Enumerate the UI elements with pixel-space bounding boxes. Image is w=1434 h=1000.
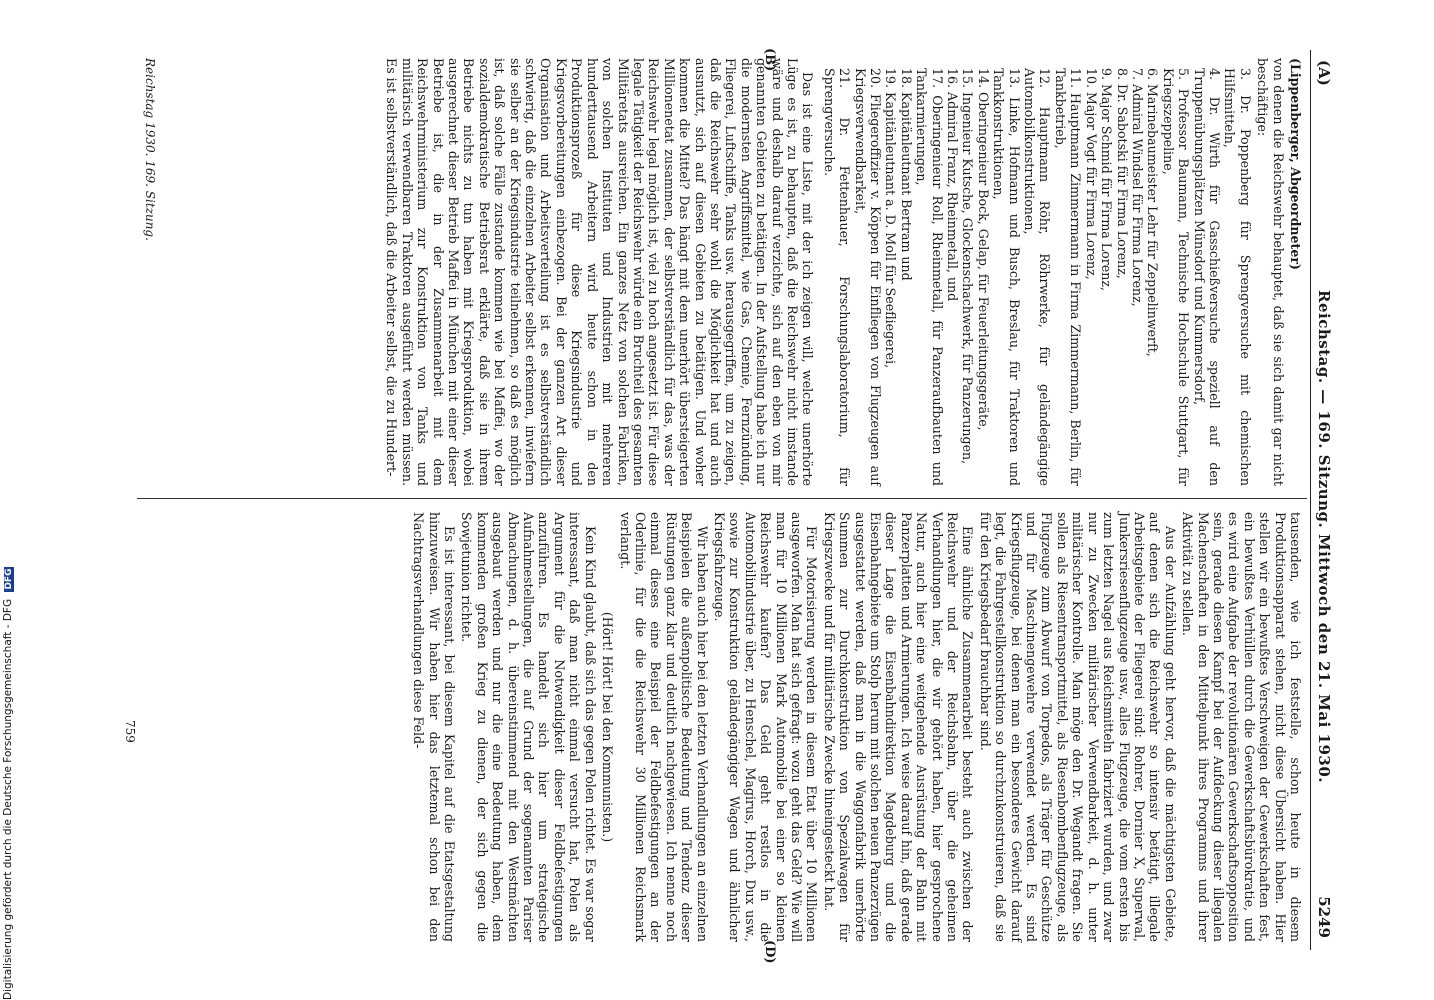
- page-header: [1310, 50, 1337, 950]
- name-list-item: 13. Linke, Hofmann und Busch, Breslau, für Traktoren und Tankkonstruktionen,: [991, 68, 1022, 486]
- right-paragraph-4: Für Motorisierung werden in diesem Etat über 10 Millionen ausgeworfen. Man hat sich gefragt: wozu geht das Geld? Wie will man für 10 Millionen Mark Automobile bei einer so kleinen Reichswehr kaufen? Das Geld geht restlos in die Automobilindustrie über, zu Henschel, Magirus, Horch, Dux usw., sowie zur Konstruktion geländegängiger Wagen und ähnlicher Kriegsfahrzeuge.: [711, 512, 820, 942]
- footer-page-number: 759: [123, 720, 137, 743]
- name-list: [821, 58, 1252, 486]
- name-list-item: 10. Major Vogt für Firma Lorenz,: [1083, 68, 1099, 280]
- right-paragraph-1: tausenden, wie ich feststelle, schon heute in diesem Produktionsapparat stehen, nicht diese Übersicht haben. Hier stellen wir ein bewußtes Verschweigen der Gewerkschaften fest, ein bewußtes Verhüllen durch die Gewerkschaftsbürokratie, und es wird eine Aufgabe der revolutionären Gewerkschaftsopposition sein, gerade diesen Kampf bei der Aufdeckung dieser illegalen Machenschaften in den Mittelpunkt ihres Programms und ihrer Aktivität zu stellen.: [1180, 512, 1303, 942]
- page-title: Reichstag. — 169. Sitzung. Mittwoch den 21. Mai 1930.: [1315, 290, 1333, 784]
- name-list-item: 7. Admiral Windsel für Firma Lorenz,: [1129, 68, 1145, 307]
- right-paragraph-2: Aus der Aufzählung geht hervor, daß die mächtigsten Gebiete, auf denen sich die Reichswehr so intensiv betätigt, illegale Arbeitsgebiete der Fliegerei sind: Rohrer, Dornier X, Superwal, Junkersriesenflugzeuge usw., alles Flugzeuge, die vom ersten bis zum letzten Nagel aus Reichsmitteln fabriziert wurden, und zwar nur zu Zwecken militärischer Verwendbarkeit, d. h. unter militärischer Kontrolle. Man möge den Dr. Wegandt fragen. Sie sollen als Riesentransportmittel, als Riesenbombenflugzeuge, als Flugzeuge zum Abwurf von Torpedos, als Träger für Geschütze und für Maschinengewehre verwendet werden. Es sind Kriegsflugzeuge, bei denen man ein besonderes Gewicht darauf legt, die Fahrgestellkonstruktion so durchzukonstruieren, daß sie für den Kriegsbedarf brauchbar sind.: [977, 512, 1178, 942]
- footer-reference: Reichstag 1930. 169. Sitzung.: [143, 58, 157, 241]
- margin-marker-a: (A): [1315, 60, 1333, 86]
- name-list-item: 9. Major Schmid für Firma Lorenz,: [1099, 68, 1115, 291]
- name-list-item: 20. Fliegeroffizier v. Köppen für Einfliegen von Flugzeugen auf Kriegsverwendbarkeit,: [852, 68, 884, 486]
- name-list-item: 11. Hauptmann Zimmermann in Firma Zimmermann, Berlin, für Tankbetrieb,: [1052, 68, 1084, 486]
- right-column: [409, 512, 1303, 942]
- right-paragraph-6: Kein Kind glaubt, daß sich das gegen Polen richtet. Es war sogar interessant, daß man nicht einmal versucht hat, Polen als Argument für die Notwendigkeit dieser Feldbefestigungen anzuführen. Es handelt sich hier um strategische Aufnahmestellungen, die auf Grund der sogenannten Pariser Abmachungen, d. h. übereinstimmend mit den Westmächten ausgebaut werden und nur die eine Bedeutung haben, dem kommenden großen Krieg zu dienen, der sich gegen die Sowjetunion richtet.: [459, 512, 598, 942]
- name-list-item: 19. Kapitänleutnant a. D. Moll für Seefliegerei,: [883, 68, 899, 369]
- left-column: [382, 58, 1303, 486]
- intro-text: von denen die Reichswehr behauptet, daß sie sich damit gar nicht beschäftige:: [1255, 58, 1286, 486]
- margin-marker-d: (D): [762, 940, 777, 964]
- name-list-item: 6. Marinebaumeister Lehr für Zeppelinwerft,: [1145, 68, 1161, 357]
- name-list-item: 21. Dr. Fettenhauer, Forschungslaboratorium, für Sprengversuche.: [821, 68, 853, 486]
- name-list-item: 14. Oberingenieur Bock, Gelap, für Feuerleitungsgeräte,: [975, 68, 991, 431]
- dfg-logo: DFG: [4, 568, 14, 590]
- interjection: (Hört! Hört! bei den Kommunisten.): [600, 611, 616, 843]
- name-list-item: 12. Hauptmann Röhr, Röhrwerke, für geländegängige Automobilkonstruktionen,: [1022, 68, 1053, 486]
- name-list-item: 15. Ingenieur Kutsche, Glockenschachwerk, für Panzerungen,: [960, 68, 976, 465]
- credit-text: Digitalisierung gefördert durch die Deutsche Forschungsgemeinschaft - DFG: [2, 598, 14, 1000]
- column-divider: [137, 498, 1307, 499]
- name-list-item: 18. Kapitänleutnant Bertram und: [898, 68, 914, 281]
- digitization-credit: [2, 40, 14, 1000]
- name-list-item: 5. Professor Baumann, Technische Hochschule Stuttgart, für Kriegszeppeline,: [1160, 68, 1192, 486]
- left-paragraph: Das ist eine Liste, mit der ich zeigen will, welche unerhörte Lüge es ist, zu behaupten, daß die Reichswehr nicht imstande wäre und deshalb darauf verzichte, sich auf den eben von mir genannten Gebieten zu betätigen. In der Aufstellung habe ich nur die modernsten Angriffsmittel, wie Gas, Chemie, Fernzündung, Fliegerei, Luftschiffe, Tanks usw. herausgegriffen, um zu zeigen, daß die Reichswehr sehr wohl die Möglichkeit hat und auch ausnutzt, sich auf diesen Gebieten zu betätigen. Und woher kommen die Mittel? Das hängt mit dem unerhört übersteigerten Millionenetat zusammen, der selbstverständlich für das, was der Reichswehr legal möglich ist, viel zu hoch angesetzt ist. Für diese legale Tätigkeit der Reichswehr würde ein Bruchteil des gesamten Militäretats ausreichen. Ein ganzes Netz von solchen Fabriken, von solchen Instituten und Industrien mit mehreren hunderttausend Arbeitern wird heute schon in den Produktionsprozeß für diese Kriegsindustrie und Kriegsvorbereitungen einbezogen. Bei der ganzen Art dieser Organisation und Arbeitsverteilung ist es selbstverständlich schwierig, daß die einzelnen Arbeiter selbst erkennen, inwiefern sie selber an der Kriegsindustrie teilnehmen, so daß es möglich ist, daß solche Fälle zustande kommen wie bei Maffei, wo der sozialdemokratische Betriebsrat erklärte, daß sie in ihrem Betriebe nichts zu tun haben mit Kriegsproduktion, wobei ausgerechnet dieser Betrieb Maffei in München mit einer dieser Betriebe ist, die in der Zusammenarbeit mit dem Reichswehrministerium zur Konstruktion von Tanks und militärisch verwendbaren Traktoren ausgeführt werden müssen. Es ist selbstverständlich, daß die Arbeiter selbst, die zu Hundert-: [384, 58, 816, 486]
- right-paragraph-3: Eine ähnliche Zusammenarbeit besteht auch zwischen der Reichswehr und der Reichsbahn, über die geheimen Verhandlungen hier, die wir gehört haben, hier gesprochene Natur, auch hier eine weitgehende Ausrüstung der Bahn mit Panzerplatten und Armierungen. Ich weise darauf hin, daß gerade dieser Lage die Eisenbahndirektion Magdeburg und die Eisenbahngebiete um Stolp herum mit solchen neuen Panzerzügen ausgestattet werden, daß man in die Waggonfabrik unerhörte Summen zur Durchkonstruktion von Spezialwagen für Kriegszwecke und für militärische Zwecke hineingesteckt hat.: [821, 512, 976, 942]
- speaker-line: (Lippenberger, Abgeordneter): [1288, 58, 1303, 270]
- name-list-item: 8. Dr. Sabotski für Firma Lorenz,: [1114, 68, 1130, 279]
- right-paragraph-7: Es ist interessant, bei diesem Kapitel auf die Etatsgestaltung hinzuweisen. Wir haben hier das letztemal schon bei den Nachtragsverhandlungen diese Feld-: [411, 512, 458, 942]
- name-list-item: 17. Oberingenieur Roll, Rheinmetall, für Panzeraufbauten und Tankarmierungen,: [914, 68, 945, 486]
- name-list-item: 16. Admiral Franz, Rheinmetall, und: [945, 68, 961, 302]
- page-number-header: 5249: [1315, 896, 1333, 938]
- name-list-item: 3. Dr. Poppenberg für Sprengversuche mit chemischen Hilfsmitteln,: [1222, 68, 1253, 486]
- right-paragraph-5: Wir haben auch hier bei den letzten Verhandlungen an einzelnen Beispielen die außenpolitische Bedeutung und Tendenz dieser Rüstungen ganz klar und deutlich nachgewiesen. Ich nenne noch einmal dieses eine Beispiel der Feldbefestigungen an der Oderlinie, für die die Reichswehr 30 Millionen Reichsmark verlangt.: [617, 512, 710, 942]
- margin-marker-b: (B): [762, 48, 777, 72]
- name-list-item: 4. Dr. Wirth für Gasschießversuche speziell auf den Truppenübungsplätzen Münsdorf und Kummersdorf,: [1191, 68, 1222, 486]
- rotated-newspaper-page: [97, 48, 1337, 964]
